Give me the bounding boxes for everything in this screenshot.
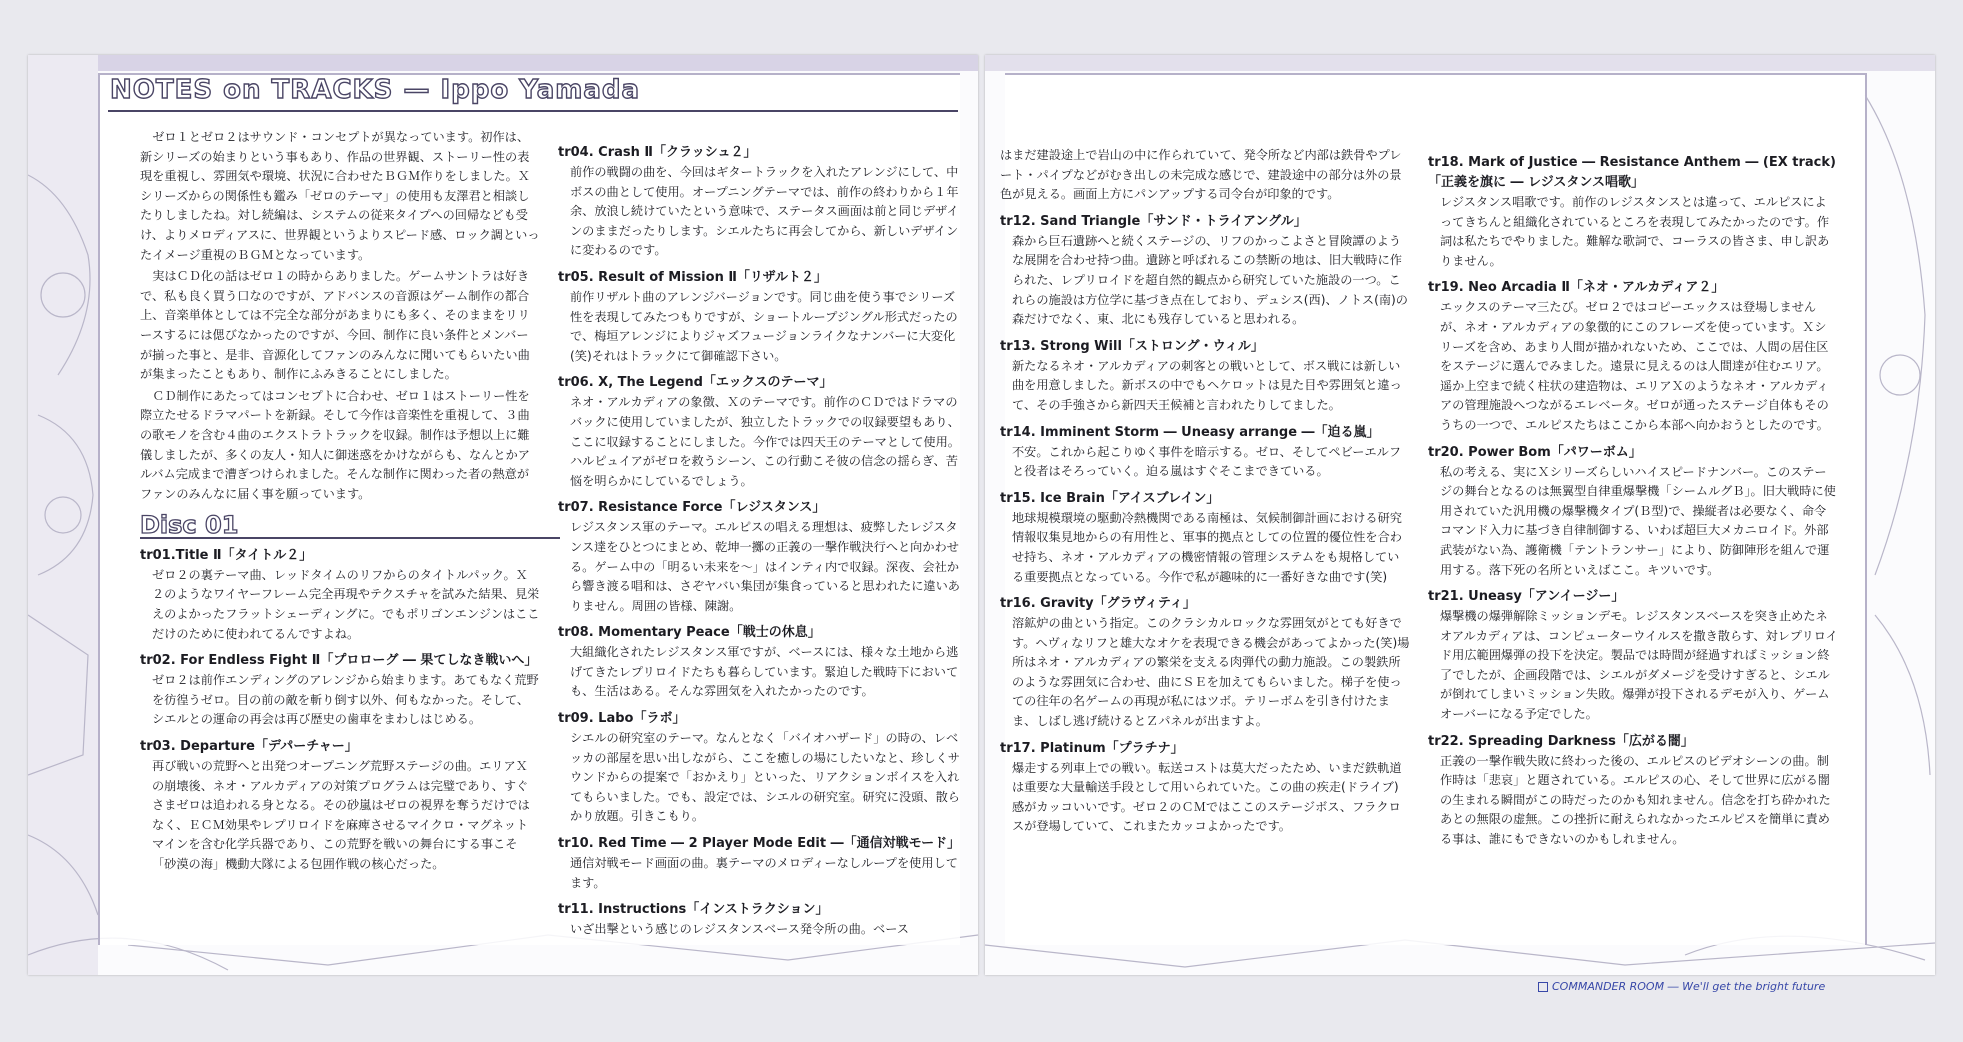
track-note: [1000, 212, 1410, 330]
track-body: 正義の一撃作戦失敗に終わった後の、エルピスのビデオシーンの曲。制作時は「悲哀」と題されている。エルピスの心、そして世界に広がる闇の生まれる瞬間がこの時だったのかも知れません。信念を打ち砕かれたあとの無限の虚無。この挫折に耐えられなかったエルピスを簡単に責める事は、誰にもできないのかもしれません。: [1440, 753, 1831, 847]
track-title: tr18. Mark of Justice ― Resistance Anthem ― (EX track)「正義を旗に ― レジスタンス唱歌」: [1428, 155, 1836, 190]
track-title: tr21. Uneasy「アンイージー」: [1428, 589, 1625, 605]
track-note: [1000, 739, 1410, 837]
intro-paragraph-2: 実はＣＤ化の話はゼロ１の時からありました。ゲームサントラは好きで、私も良く買う口なのですが、アドバンスの音源はゲーム制作の都合上、音楽単体としては不完全な部分があまりにも多く、そのままをリリースするには偲びなかったのですが、今回、制作に良い条件とメンバーが揃った事と、是非、音源化してファンのみんなに聞いてもらいたい曲が集まったこともあり、制作にふみきることにしました。: [140, 269, 530, 382]
track-note: [140, 651, 540, 730]
track-title: tr12. Sand Triangle「サンド・トライアングル」: [1000, 213, 1307, 229]
track-body: 再び戦いの荒野へと出発つオープニング荒野ステージの曲。エリアＸの崩壊後、ネオ・アルカディアの対策プログラムは完璧であり、すぐさまゼロは追われる身となる。その砂嵐はゼロの視界を奪うだけではなく、ＥＣＭ効果やレプリロイドを麻痺させるマイクロ・マグネットマインを含む化学兵器であり、この荒野を戦いの舞台にする事こそ「砂漠の海」機動大隊による包囲作戦の核心だった。: [152, 759, 530, 871]
track-body: 通信対戦モード画面の曲。裏テーマのメロディーなしループを使用してます。: [570, 856, 958, 890]
page-footer: [1538, 980, 1825, 993]
track-title: tr19. Neo Arcadia Ⅱ「ネオ・アルカディア２」: [1428, 280, 1725, 296]
track-title: tr14. Imminent Storm ― Uneasy arrange ―「迫る嵐」: [1000, 424, 1380, 440]
track-note: [558, 834, 960, 893]
track-title: tr05. Result of Mission Ⅱ「リザルト２」: [558, 269, 827, 285]
track-title: tr11. Instructions「インストラクション」: [558, 902, 829, 918]
track-note: [558, 709, 960, 827]
track-title: tr03. Departure「デパーチャー」: [140, 739, 358, 755]
track-title: tr07. Resistance Force「レジスタンス」: [558, 500, 826, 516]
track-body: レジスタンス軍のテーマ。エルピスの唱える理想は、疲弊したレジスタンス達をひとつにまとめ、乾坤一擲の正義の一撃作戦決行へと向かわせる。ゲーム中の「明るい未来を～」はインティ内で収録。深夜、会社から響き渡る唱和は、さぞヤバい集団が集食っていると思われたに違いありません。周囲の皆様、陳謝。: [570, 520, 960, 613]
disc-label: Disc 01: [140, 516, 560, 539]
track-note: [1000, 337, 1410, 416]
track-title: tr02. For Endless Fight Ⅱ「プロローグ ― 果てしなき戦いへ」: [140, 653, 538, 669]
track-note: [558, 268, 960, 366]
track-title: tr10. Red Time ― 2 Player Mode Edit ―「通信対戦モード」: [558, 836, 961, 852]
track-note: [558, 623, 960, 702]
track-body: レジスタンス唱歌です。前作のレジスタンスとは違って、エルピスによってきちんと組織化されているところを表現してみたかったのです。作詞は私たちでやりました。難解な歌詞で、コーラスの皆さま、申し訳ありません。: [1440, 195, 1830, 268]
page-heading: NOTES on TRACKS — Ippo Yamada: [110, 75, 641, 105]
track-body: 溶鉱炉の曲という指定。このクラシカルロックな雰囲気がとても好きです。ヘヴィなリフと雄大なオケを表現できる機会があってよかった(笑)場所はネオ・アルカディアの繁栄を支える肉弾代の動力施設。この製鉄所のような雰囲気に合わせ、曲にＳＥを加えてもらいました。梯子を使っての往年の名ゲームの再現が私にはツボ。テリーボムを引き付けたまま、しばし逃げ続けるとＺパネルが出ますよ。: [1012, 616, 1410, 729]
track-title: tr22. Spreading Darkness「広がる闇」: [1428, 733, 1694, 749]
footer-text: COMMANDER ROOM ― We'll get the bright future: [1552, 980, 1826, 993]
track-body: 爆撃機の爆弾解除ミッションデモ。レジスタンスベースを突き止めたネオアルカディアは、コンピューターウイルスを撒き散らす、対レプリロイド用広範囲爆弾の投下を決定。製品では時間が経過すればミッション終了でしたが、企画段階では、シエルがダメージを受けすぎると、シエルが倒れてしまいミッション失敗。爆弾が投下されるデモが入り、ゲームオーバーになる予定でした。: [1440, 609, 1838, 722]
track-title: tr15. Ice Brain「アイスブレイン」: [1000, 490, 1220, 506]
column-1: [140, 128, 540, 875]
track-note: [1428, 153, 1838, 271]
track-body: 前作リザルト曲のアレンジバージョンです。同じ曲を使う事でシリーズ性を表現してみたつもりですが、ショートループジングル形式だったので、梅垣アレンジによりジャズフュージョンライクなナンバーに大変化(笑)それはトラックにて御確認下さい。: [570, 289, 958, 363]
track-body: 大組織化されたレジスタンス軍ですが、ベースには、様々な土地から逃げてきたレプリロイドたちも暮らしています。緊迫した戦時下においても、生活はある。そんな雰囲気を入れたかったのです。: [570, 645, 959, 699]
track-note: [558, 373, 960, 491]
track-note: [140, 546, 540, 644]
track-title: tr09. Labo「ラボ」: [558, 711, 686, 727]
track-note: [1428, 443, 1838, 581]
track-note: [558, 143, 960, 261]
track-note: [1428, 587, 1838, 725]
track-title: tr08. Momentary Peace「戦士の休息」: [558, 625, 821, 641]
track-body: 爆走する列車上での戦い。転送コストは莫大だったため、いまだ鉄軌道は重要な大量輸送手段として用いられていた。この曲の疾走(ドライブ)感がカッコいいです。ゼロ２のＣＭではここのステージボス、フラクロスが登場していて、これまたカッコよかったです。: [1012, 760, 1402, 834]
track-body: エックスのテーマ三たび。ゼロ２ではコピーエックスは登場しませんが、ネオ・アルカディアの象徴的にこのフレーズを使っています。Ｘシリーズを含め、あまり人間が描かれないため、ここでは、人間の居住区をステージに選んでみました。遠景に見えるのは人間達が住むエリア。遥か上空まで続く柱状の建造物は、エリアＸのようなネオ・アルカディアの管理施設へつながるエレベータ。ゼロが通ったステージ自体もそのうちの一つで、エルピスたちはここから本部へ向かおうとしたのです。: [1440, 300, 1829, 432]
track-title: tr06. X, The Legend「エックスのテーマ」: [558, 375, 833, 391]
column-4: [1428, 146, 1838, 850]
column-2: [558, 136, 960, 940]
track-title: tr16. Gravity「グラヴィティ」: [1000, 596, 1196, 612]
track-note: [140, 737, 540, 875]
track-title: tr17. Platinum「プラチナ」: [1000, 740, 1184, 756]
intro-paragraph-1: ゼロ１とゼロ２はサウンド・コンセプトが異なっています。初作は、新シリーズの始まりという事もあり、作品の世界観、ストーリー性の表現を重視し、雰囲気や環境、状況に合わせたＢＧＭ作りをしました。Ｘシリーズからの関係性も鑑み「ゼロのテーマ」の使用も友澤君と相談したりしましたね。対し続編は、システムの従来タイプへの回帰なども受け、よりメロディアスに、世界観というよりスピード感、ロック調といったイメージ重視のＢＧＭとなっています。: [140, 130, 540, 262]
track-body: ゼロ２の裏テーマ曲、レッドタイムのリフからのタイトルパック。Ｘ２のようなワイヤーフレーム完全再現やテクスチャを試みた結果、見栄えのよかったフラットシェーディングに。でもポリゴンエンジンはここだけのために使われてるんですよね。: [152, 567, 540, 641]
track-title: tr01.Title Ⅱ「タイトル２」: [140, 547, 313, 563]
track-note: [1000, 423, 1410, 482]
track-note: [558, 498, 960, 616]
track-title: tr20. Power Bom「パワーボム」: [1428, 444, 1642, 460]
track-note: [1000, 489, 1410, 587]
track-title: tr13. Strong Will「ストロング・ウィル」: [1000, 338, 1264, 354]
track-body: 前作の戦闘の曲を、今回はギタートラックを入れたアレンジにして、中ボスの曲として使用。オープニングテーマでは、前作の終わりから１年余、放浪し続けていたという意味で、ステータス画面は前と同じデザインのままだったりします。シエルたちに再会してから、新しいデザインに変わるのです。: [570, 165, 959, 258]
heading-rule: [108, 110, 958, 112]
intro-paragraph-3: ＣＤ制作にあたってはコンセプトに合わせ、ゼロ１はストーリー性を際立たせるドラマパートを新録。そして今作は音楽性を重視して、３曲の歌モノを含む４曲のエクストラトラックを収録。制作は予想以上に難儀しましたが、多くの友人・知人に御迷惑をかけながらも、なんとかアルバム完成まで漕ぎつけられました。そんな制作に関わった者の熱意がファンのみんなに届く事を願っています。: [140, 388, 530, 501]
track-body: ゼロ２は前作エンディングのアレンジから始まります。あてもなく荒野を彷徨うゼロ。目の前の敵を斬り倒す以外、何もなかった。そして、シエルとの運命の再会は再び歴史の歯車をまわしはじめる。: [152, 673, 539, 727]
track-note: [558, 900, 960, 940]
track-note: [1428, 278, 1838, 435]
track-body: 森から巨石遺跡へと続くステージの、リフのかっこよさと冒険譚のような展開を合わせ持つ曲。遺跡と呼ばれるこの禁断の地は、旧大戦時に作られた、レプリロイドを超自然的観点から研究していた施設の一つ。これらの施設は方位学に基づき点在しており、デュシス(西)、ノトス(南)の森だけでなく、東、北にも残存していると思われる。: [1012, 233, 1408, 327]
track-body: 地球規模環境の駆動冷熱機関である南極は、気候制御計画における研究情報収集見地からの有用性と、軍事的拠点としての位置的優位性を合わせ持ち、ネオ・アルカディアの機密情報の管理システムをも規格している重要拠点となっている。今作で私が趣味的に一番好きな曲です(笑): [1012, 510, 1402, 584]
track-body: 私の考える、実にＸシリーズらしいハイスピードナンバー。このステージの舞台となるのは無翼型自律重爆撃機「シームルグＢ」。旧大戦時に使用されていた汎用機の爆撃機タイプ(Ｂ型)で、操縦者は必要なく、命令コマンド入力に基づき自律制御する、いわば超巨大メカニロイド。外部武装がない為、護衛機「テントランサー」により、防御陣形を組んで運用する。落下死の名所といえばここ。キツいです。: [1440, 464, 1836, 577]
track-title: tr04. Crash Ⅱ「クラッシュ２」: [558, 145, 757, 160]
square-icon: [1538, 982, 1548, 992]
track-body: 新たなるネオ・アルカディアの刺客との戦いとして、ボス戦には新しい曲を用意しました。新ボスの中でもヘケロットは見た目や雰囲気と違って、その手強さから新四天王候補と言われたりしてました。: [1012, 358, 1402, 412]
track-body: いざ出撃という感じのレジスタンスベース発令所の曲。ベース: [570, 922, 909, 937]
column-3: [1000, 146, 1410, 837]
track-note: [1000, 594, 1410, 732]
track-body: ネオ・アルカディアの象徴、Ｘのテーマです。前作のＣＤではドラマのバックに使用していましたが、独立したトラックでの収録要望もあり、ここに収録することにしました。今作では四天王のテーマとして使用。ハルピュイアがゼロを救うシーン、この行動こそ彼の信念の揺らぎ、苦悩を明らかにしているでしょう。: [570, 395, 960, 488]
track-body: 不安。これから起こりゆく事件を暗示する。ゼロ、そしてペビーエルフと役者はそろっていく。迫る嵐はすぐそこまできている。: [1012, 444, 1402, 479]
track-note: [1428, 732, 1838, 850]
track-body: シエルの研究室のテーマ。なんとなく「バイオハザード」の時の、レベッカの部屋を思い出しながら、ここを癒しの場にしたいなと、珍しくサウンドからの提案で「おかえり」といった、リアクションボイスを入れてもらいました。でも、設定では、シエルの研究室。研究に没頭、散らかり放題。引きこもり。: [570, 731, 960, 824]
continued-text: はまだ建設途上で岩山の中に作られていて、発令所など内部は鉄骨やプレート・パイプなどがむき出しの未完成な感じで、建設途中の部分は外の景色が見える。画面上方にパンアップする司令台が印象的です。: [1000, 148, 1402, 202]
